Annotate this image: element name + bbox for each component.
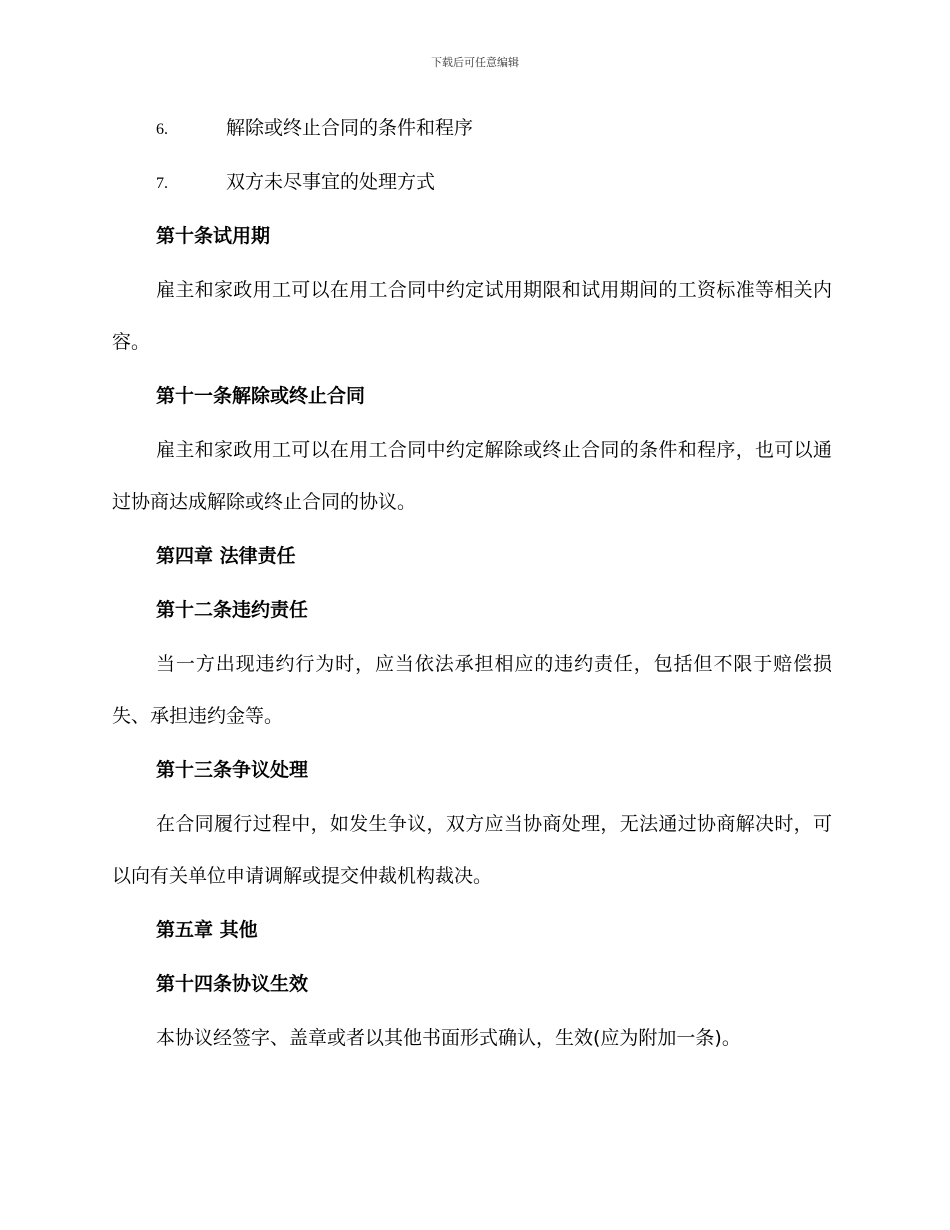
list-item-text: 解除或终止合同的条件和程序 bbox=[226, 117, 474, 139]
section-heading-article-14: 第十四条协议生效 bbox=[156, 973, 309, 995]
list-item-text: 双方未尽事宜的处理方式 bbox=[226, 171, 436, 193]
section-heading-article-13: 第十三条争议处理 bbox=[156, 759, 309, 781]
paragraph-article-13: 在合同履行过程中，如发生争议，双方应当协商处理，无法通过协商解决时，可以向有关单位申请调解或提交仲裁机构裁决。 bbox=[112, 813, 832, 887]
chapter-heading-4: 第四章 法律责任 bbox=[156, 545, 296, 567]
section-heading-article-12: 第十二条违约责任 bbox=[156, 599, 309, 621]
section-heading-article-10: 第十条试用期 bbox=[156, 225, 271, 247]
chapter-heading-5: 第五章 其他 bbox=[156, 919, 258, 941]
list-item bbox=[112, 166, 832, 220]
paragraph-article-14: 本协议经签字、盖章或者以其他书面形式确认，生效(应为附加一条)。 bbox=[156, 1027, 741, 1049]
list-item-number: 7. bbox=[156, 175, 168, 192]
header-note: 下载后可任意编辑 bbox=[431, 56, 519, 69]
section-heading-article-11: 第十一条解除或终止合同 bbox=[156, 385, 366, 407]
paragraph-article-10: 雇主和家政用工可以在用工合同中约定试用期限和试用期间的工资标准等相关内容。 bbox=[112, 279, 832, 353]
document-body bbox=[112, 112, 832, 1076]
paragraph-article-12: 当一方出现违约行为时，应当依法承担相应的违约责任，包括但不限于赔偿损失、承担违约金等。 bbox=[112, 653, 832, 727]
list-item bbox=[112, 112, 832, 166]
paragraph-article-11: 雇主和家政用工可以在用工合同中约定解除或终止合同的条件和程序，也可以通过协商达成解除或终止合同的协议。 bbox=[112, 439, 832, 513]
list-item-number: 6. bbox=[156, 121, 168, 138]
